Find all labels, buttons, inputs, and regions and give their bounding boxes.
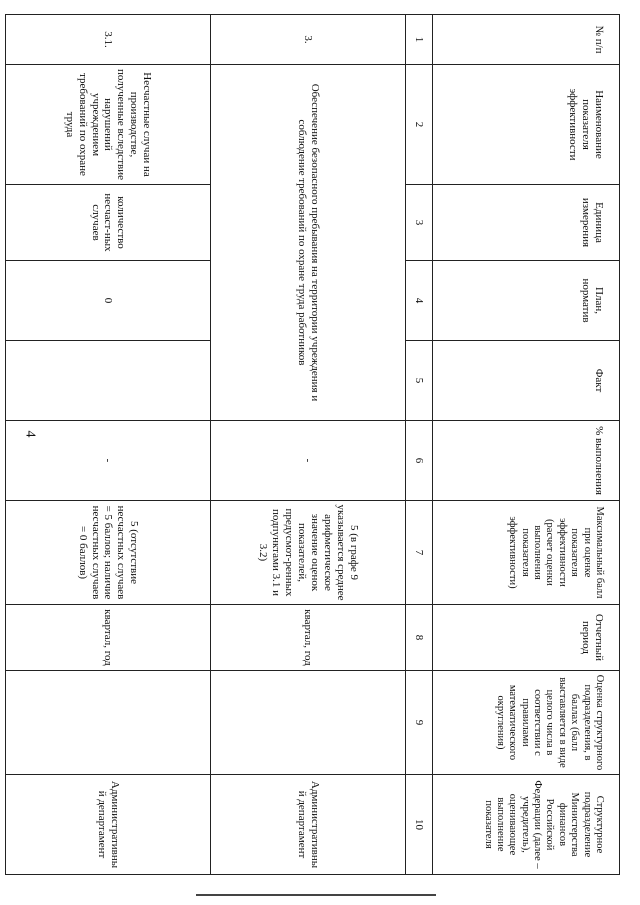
col-number: 10 (406, 775, 433, 875)
rotated-page-content (30, 14, 620, 874)
row-fact (6, 341, 211, 421)
header-row (433, 15, 620, 875)
row-department: Административный департамент (6, 775, 211, 875)
col-number: 7 (406, 501, 433, 605)
col-number: 6 (406, 421, 433, 501)
header-fact: Факт (433, 341, 620, 421)
col-number: 1 (406, 15, 433, 65)
table-row (6, 15, 211, 875)
row-name: Несчастные случаи на производстве, полученные вследствие нарушений учреждением требований по охране труда (6, 65, 211, 185)
header-pct: % выполнения (433, 421, 620, 501)
row-name: Обеспечение безопасного пребывания на территории учреждения и соблюдение требований по охране труда работников (211, 65, 406, 421)
row-num: 3.1. (6, 15, 211, 65)
row-department: Административный департамент (211, 775, 406, 875)
col-number: 9 (406, 671, 433, 775)
header-assessment: Оценка структурного подразделения, в баллах (балл выставляется в виде целого числа в соответствии с правилами математического округления) (433, 671, 620, 775)
row-assessment (211, 671, 406, 775)
row-pct: - (211, 421, 406, 501)
row-pct: - (6, 421, 211, 501)
header-plan: План, норматив (433, 261, 620, 341)
header-num: № п/п (433, 15, 620, 65)
header-max-score: Максимальный балл при оценке показателя эффективности (расчет оценки выполнения показателя эффективности) (433, 501, 620, 605)
col-number: 8 (406, 605, 433, 671)
col-number: 2 (406, 65, 433, 185)
row-unit: количество несчаст-ных случаев (6, 185, 211, 261)
indicators-table (5, 14, 620, 875)
header-name: Наименование показателя эффективности (433, 65, 620, 185)
table-row (211, 15, 406, 875)
header-period: Отчетный период (433, 605, 620, 671)
row-plan: 0 (6, 261, 211, 341)
row-period: квартал, год (211, 605, 406, 671)
column-number-row (406, 15, 433, 875)
row-period: квартал, год (6, 605, 211, 671)
page-number: 4 (22, 430, 38, 438)
header-department: Структурное подразделение Министерства финансов Российской Федерации (далее – учредитель), оценивающее выполнение показателя (433, 775, 620, 875)
row-assessment (6, 671, 211, 775)
col-number: 4 (406, 261, 433, 341)
row-num: 3. (211, 15, 406, 65)
header-unit: Единица измерения (433, 185, 620, 261)
col-number: 3 (406, 185, 433, 261)
col-number: 5 (406, 341, 433, 421)
bottom-edge-line (196, 894, 436, 896)
row-max-score: 5 (в графе 9 указывается среднее арифметическое значение оценок показателей, предусмот-ренных подпунктами 3.1 и 3.2) (211, 501, 406, 605)
row-max-score: 5 (отсутствие несчастных случаев = 5 баллов; наличие несчастных случаев = 0 баллов) (6, 501, 211, 605)
